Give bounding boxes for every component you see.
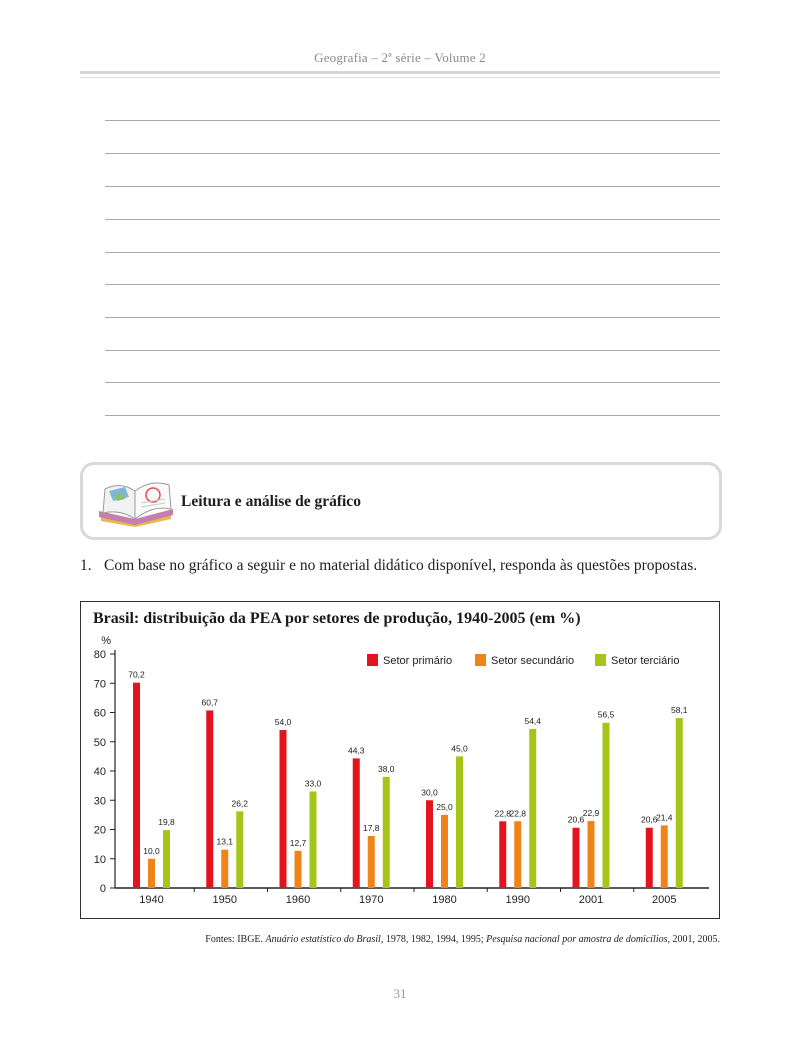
bar [441,815,448,888]
chart-frame [80,601,720,919]
question-text: Com base no gráfico a seguir e no material didático disponível, responda às questões propostas. [104,557,698,574]
bar-value-label: 26,2 [231,798,249,809]
bar-value-label: 19,8 [158,817,175,828]
y-tick-label: 10 [93,853,106,866]
header-rule-thick [80,71,720,74]
legend-label: Setor primário [383,655,453,667]
bar-value-label: 10,0 [143,845,160,856]
source-caption [0,934,720,945]
bar [133,683,140,888]
page-number: 31 [393,986,407,1001]
answer-line [105,284,720,285]
y-tick-label: 60 [93,707,106,720]
chart-title: Brasil: distribuição da PEA por setores de produção, 1940-2005 (em %) [93,610,581,627]
y-tick-label: 40 [93,766,106,778]
answer-line [105,153,720,154]
bar-value-label: 33,0 [304,778,322,789]
y-tick-label: 80 [93,649,106,661]
bar [529,729,536,888]
answer-line [105,252,720,253]
source-title-2: Pesquisa nacional por amostra de domicílios [486,934,668,945]
bar [383,777,390,888]
bar [353,758,360,888]
x-tick-label: 1980 [432,894,457,906]
answer-line [105,120,720,121]
question-number: 1. [80,557,92,574]
bar-value-label: 20,6 [640,814,658,825]
legend-swatch [475,654,486,666]
y-axis-label: % [101,635,111,647]
header-rule-thin [80,77,720,78]
bar-value-label: 60,7 [201,697,219,708]
bar-value-label: 54,0 [274,717,292,728]
bar [206,710,213,888]
bar-value-label: 21,4 [655,812,673,823]
bar-chart [81,602,719,918]
bar-value-label: 22,8 [509,808,527,819]
source-title-1: Anuário estatístico do Brasil [265,934,381,945]
legend-label: Setor secundário [491,655,575,667]
bar [148,859,155,888]
bar [368,836,375,888]
y-tick-label: 30 [93,795,106,808]
bar-value-label: 54,4 [524,715,542,726]
x-tick-label: 2001 [578,894,604,906]
bar-value-label: 30,0 [421,787,438,798]
bar [646,828,653,888]
bar-value-label: 22,9 [582,808,600,819]
x-tick-label: 1990 [505,894,530,906]
bar [295,851,302,888]
x-tick-label: 2005 [652,894,677,906]
answer-line [105,382,720,383]
y-tick-label: 50 [93,736,106,749]
bar-value-label: 56,5 [597,709,615,720]
open-book-icon [95,475,177,532]
answer-line [105,186,720,187]
bar-value-label: 22,8 [494,808,512,819]
y-tick-label: 70 [93,678,106,691]
legend-swatch [595,654,606,666]
bar [280,730,287,888]
y-tick-label: 20 [93,824,106,837]
section-box [80,462,722,540]
bar-value-label: 58,1 [670,705,688,716]
source-years-2: , 2001, 2005. [667,934,720,945]
source-prefix: Fontes: IBGE. [205,934,264,945]
answer-line [105,219,720,220]
bar [310,791,317,888]
bar-value-label: 17,8 [362,822,380,833]
legend-swatch [367,654,378,666]
bar [426,800,433,888]
bar [676,718,683,888]
bar [456,756,463,888]
bar [163,830,170,888]
bar [236,811,243,888]
running-header: Geografia – 2ª série – Volume 2 [314,50,486,65]
bar-value-label: 20,6 [567,814,585,825]
legend-label: Setor terciário [611,655,680,667]
bar [603,723,610,888]
bar-value-label: 38,0 [377,763,395,774]
bar-value-label: 12,7 [289,837,307,848]
bar [588,821,595,888]
bar [514,821,521,888]
answer-line [105,415,720,416]
bar [573,828,580,888]
bar-value-label: 25,0 [436,801,453,812]
y-tick-label: 0 [99,883,106,895]
answer-line [105,317,720,318]
bar [221,850,228,888]
x-tick-label: 1960 [285,894,311,906]
x-tick-label: 1970 [359,894,384,906]
source-years-1: , 1978, 1982, 1994, 1995; [380,934,484,945]
bar-value-label: 13,1 [216,836,234,847]
bar [661,825,668,888]
answer-line [105,350,720,351]
bar-value-label: 70,2 [128,669,145,680]
x-tick-label: 1940 [139,894,164,906]
x-tick-label: 1950 [212,894,237,906]
bar-value-label: 45,0 [451,743,468,754]
bar [499,821,506,888]
section-title: Leitura e análise de gráfico [181,493,361,510]
question-1 [80,557,730,575]
bar-value-label: 44,3 [347,745,365,756]
